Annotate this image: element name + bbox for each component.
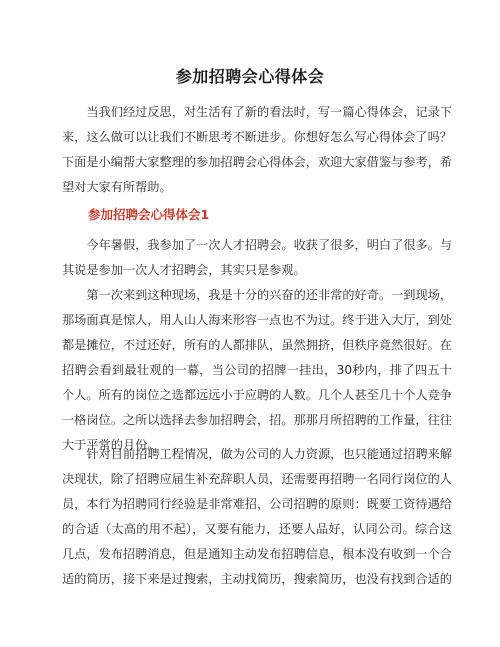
section-heading: 参加招聘会心得体会1 [88, 207, 210, 222]
body-paragraph-3: 针对目前招聘工程情况，做为公司的人力资源，也只能通过招聘来解决现状，除了招聘应届生补充辞职人员，还需要再招聘一名同行岗位的人员，本行为招聘同行经验是非常难招，公司招聘的原则：既要工资待遇给的合适（太高的用不起），又要有能力，还要人品好，认同公司。综合这几点，发布招聘消息，但是通知主动发布招聘信息，根本没有收到一个合适的简历，接下来是过搜索，主动找简历，搜索简历，也没有找到合适的 [62, 447, 453, 586]
document-title: 参加招聘会心得体会 [175, 67, 325, 86]
body-paragraph-2: 第一次来到这种现场，我是十分的兴奋的还非常的好奇。一到现场，那场面真是惊人，用人山人海来形容一点也不为过。终于进入大厅，到处都是摊位，不过还好，所有的人都排队，虽然拥挤，但秩序竟然很好。在招聘会看到最壮观的一幕，当公司的招牌一挂出，30秒内，排了四五十个人。所有的岗位之选都远远小于应聘的人数。几个人甚至几十个人竞争一格岗位。之所以选择去参加招聘会，招。那那月所招聘的工作量，往往大于平常的月份。 [62, 288, 453, 452]
body-paragraph-1: 今年暑假，我参加了一次人才招聘会。收获了很多，明白了很多。与其说是参加一次人才招聘会，其实只是参观。 [62, 238, 453, 277]
intro-paragraph: 当我们经过反思，对生活有了新的看法时，写一篇心得体会，记录下来，这么做可以让我们不断思考不断进步。你想好怎么写心得体会了吗？下面是小编帮大家整理的参加招聘会心得体会，欢迎大家借鉴与参考，希望对大家有所帮助。 [62, 105, 453, 194]
